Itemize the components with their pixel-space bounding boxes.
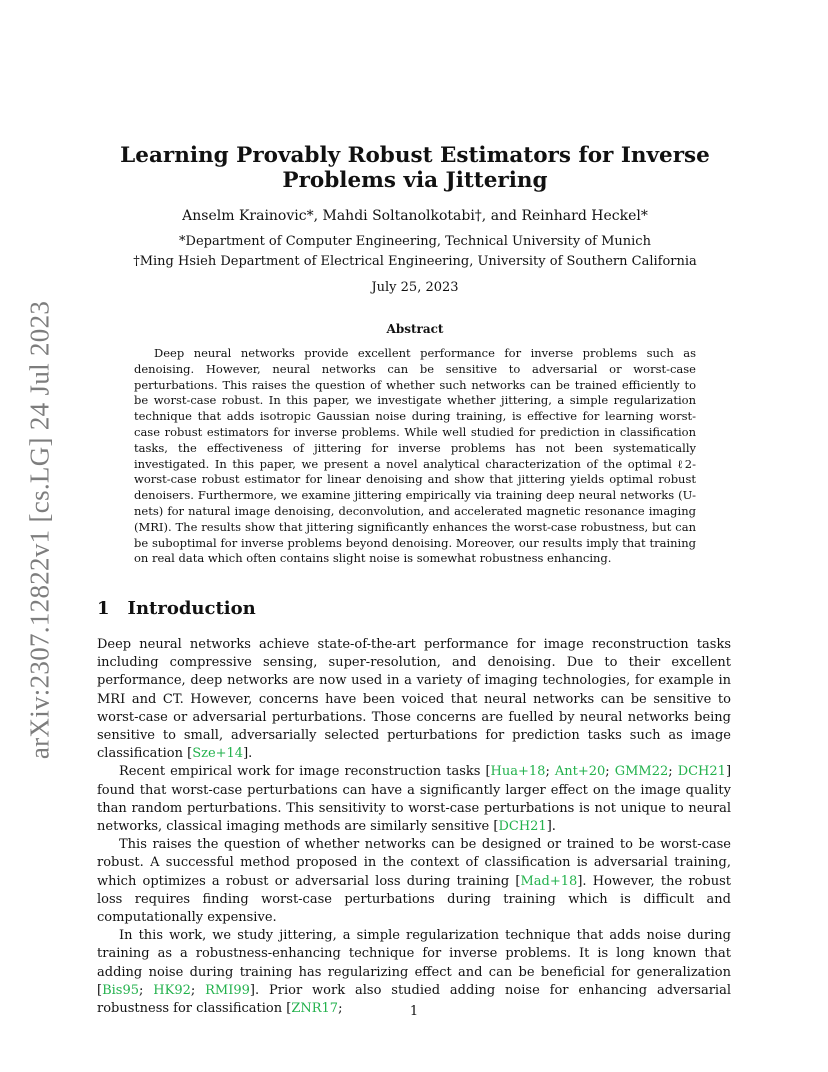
paragraph-text: ]. However, the robust loss requires finding worst-case perturbations during training which is difficult and computationally expensive.	[97, 873, 731, 926]
paragraph: In this work, we study jittering, a simple regularization technique that adds noise during training as a robustness-enhancing technique for inverse problems. It is long known that adding noise during training has regularizing effect and can be beneficial for generalization [Bis95; HK92; RMI99]. Prior work also studied adding noise for enhancing adversarial robustness for classification [ZNR17;	[97, 928, 731, 1017]
introduction-body	[97, 636, 731, 1018]
citation-link[interactable]: Ant+20	[554, 764, 606, 780]
citation-link[interactable]: ZNR17	[291, 1001, 339, 1017]
citation-link[interactable]: Hua+18	[490, 764, 546, 780]
paper-title: Learning Provably Robust Estimators for Inverse Problems via Jittering	[120, 143, 710, 193]
abstract-heading: Abstract	[386, 322, 444, 336]
paragraph-text: In this work, we study jittering, a simple regularization technique that adds noise during training as a robustness-enhancing technique for inverse problems. It is long known that adding noise during training has regularizing effect and can be beneficial for generalization [	[97, 928, 731, 998]
citation-link[interactable]: DCH21	[677, 764, 726, 780]
paragraph-text: ]. Prior work also studied adding noise for enhancing adversarial robustness for classification [	[97, 982, 731, 1017]
paragraph	[97, 636, 731, 763]
paragraph-text: Recent empirical work for image reconstruction tasks [	[119, 764, 491, 780]
section-title: Introduction	[127, 598, 256, 619]
paragraph-text: ] found that worst-case perturbations can have a significantly larger effect on the image quality than random perturbations. This sensitivity to worst-case perturbations is not unique to neural networks, classical imaging methods are similarly sensitive [	[97, 764, 732, 835]
paragraph-text: ].	[546, 819, 556, 835]
section-heading	[97, 598, 256, 619]
citation-link[interactable]: GMM22	[614, 764, 669, 780]
paragraph: Recent empirical work for image reconstruction tasks [Hua+18; Ant+20; GMM22; DCH21] found that worst-case perturbations can have a significantly larger effect on the image quality than random perturbations. This sensitivity to worst-case perturbations is not unique to neural networks, classical imaging methods are similarly sensitive [DCH21].	[97, 764, 732, 835]
page-number: 1	[409, 1004, 419, 1019]
citation-link[interactable]: RMI99	[205, 982, 250, 998]
arxiv-sidebar	[20, 300, 60, 760]
section-number: 1	[97, 598, 110, 619]
paragraph	[97, 836, 731, 927]
citation-link[interactable]: Bis95	[102, 982, 140, 998]
abstract-text: Deep neural networks provide excellent performance for inverse problems such as denoising. However, neural networks can be sensitive to adversarial or worst-case perturbations. This raises the question of whether such networks can be trained efficiently to be worst-case robust. In this paper, we investigate whether jittering, a simple regularization technique that adds isotropic Gaussian noise during training, is effective for learning worst-case robust estimators for inverse problems. While well studied for prediction in classification tasks, the effectiveness of jittering for inverse problems has not been systematically investigated. In this paper, we present a novel analytical characterization of the optimal ℓ2-worst-case robust estimator for linear denoising and show that jittering yields optimal robust denoisers. Furthermore, we examine jittering empirically via training deep neural networks (U-nets) for natural image denoising, deconvolution, and accelerated magnetic resonance imaging (MRI). The results show that jittering significantly enhances the worst-case robustness, but can be suboptimal for inverse problems beyond denoising. Moreover, our results imply that training on real data which often contains slight noise is somewhat robustness enhancing.	[134, 346, 696, 566]
affiliation-usc: †Ming Hsieh Department of Electrical Engineering, University of Southern California	[133, 254, 697, 269]
affiliation-tum: *Department of Computer Engineering, Technical University of Munich	[179, 234, 651, 249]
citation-link[interactable]: DCH21	[498, 819, 547, 835]
paragraph-text: This raises the question of whether networks can be designed or trained to be worst-case robust. A successful method proposed in the context of classification is adversarial training, which optimizes a robust or adversarial loss during training [	[97, 837, 731, 889]
citation-link[interactable]: Mad+18	[520, 873, 578, 889]
citation-link[interactable]: HK92	[153, 982, 191, 998]
author-list: Anselm Krainovic*, Mahdi Soltanolkotabi†, and Reinhard Heckel*	[182, 208, 648, 224]
citation-link[interactable]: Sze+14	[192, 746, 244, 762]
arxiv-identifier: arXiv:2307.12822v1 [cs.LG] 24 Jul 2023	[24, 300, 55, 760]
paragraph-text: ].	[243, 746, 253, 762]
paper-date: July 25, 2023	[371, 280, 459, 295]
paragraph-text: Deep neural networks achieve state-of-the-art performance for image reconstruction tasks including compressive sensing, super-resolution, and denoising. Due to their excellent performance, deep networks are now used in a variety of imaging technologies, for example in MRI and CT. However, concerns have been voiced that neural networks can be sensitive to worst-case or adversarial perturbations. Those concerns are fuelled by neural networks being sensitive to small, adversarially selected perturbations for prediction tasks such as image classification [	[97, 637, 731, 762]
paragraph-text: ;	[338, 1001, 343, 1017]
